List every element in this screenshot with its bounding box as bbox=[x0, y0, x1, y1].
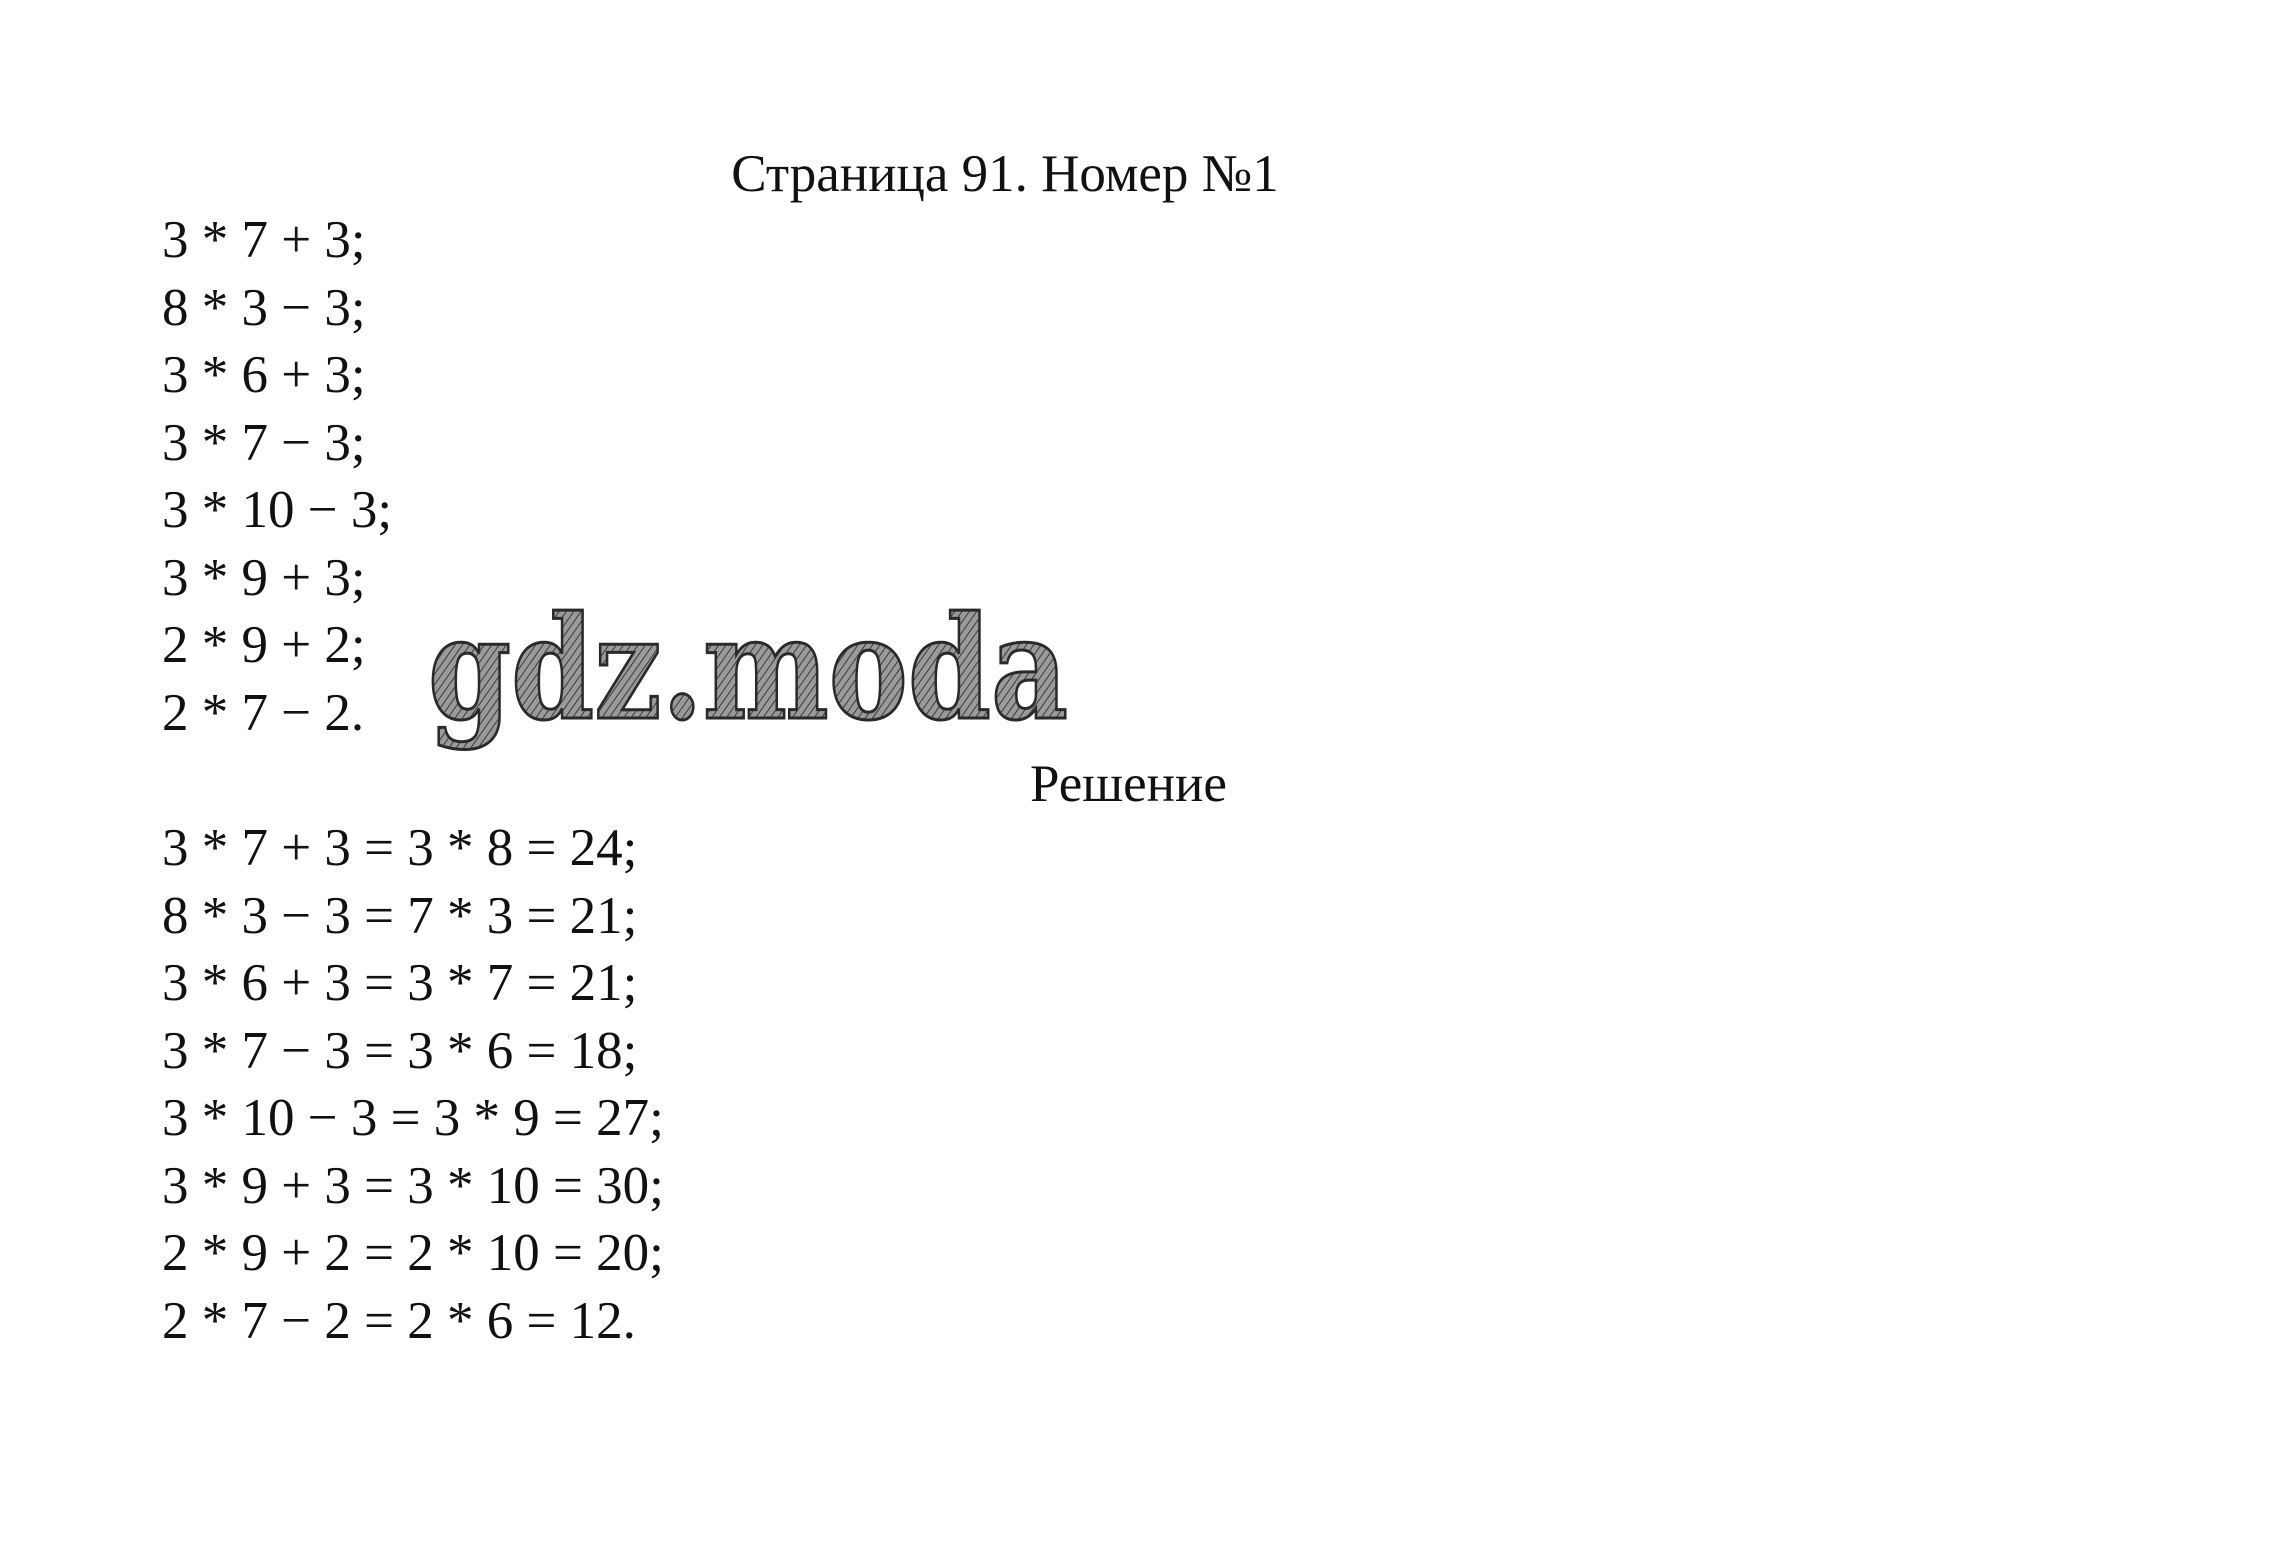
problem-line: 8 * 3 − 3; bbox=[162, 278, 366, 337]
watermark-logo bbox=[420, 586, 1080, 780]
solution-line: 3 * 10 − 3 = 3 * 9 = 27; bbox=[162, 1089, 664, 1147]
solution-line: 2 * 9 + 2 = 2 * 10 = 20; bbox=[162, 1224, 664, 1282]
problem-line: 3 * 6 + 3; bbox=[162, 346, 366, 404]
solution-line: 3 * 6 + 3 = 3 * 7 = 21; bbox=[162, 954, 638, 1012]
problem-list bbox=[162, 207, 392, 747]
problem-line: 2 * 9 + 2; bbox=[162, 616, 366, 674]
solution-line: 3 * 7 − 3 = 3 * 6 = 18; bbox=[162, 1021, 638, 1080]
page-title bbox=[0, 140, 2270, 208]
problem-line: 3 * 9 + 3; bbox=[162, 548, 366, 607]
page-title-text: Страница 91. Номер №1 bbox=[731, 145, 1279, 203]
problem-line: 3 * 7 − 3; bbox=[162, 413, 366, 472]
solution-heading: Решение bbox=[1030, 755, 1227, 813]
problem-line: 2 * 7 − 2. bbox=[162, 683, 365, 742]
solution-list bbox=[162, 815, 664, 1355]
problem-line: 3 * 10 − 3; bbox=[162, 481, 393, 539]
watermark-text: gdz.moda bbox=[428, 586, 1068, 752]
problem-line: 3 * 7 + 3; bbox=[162, 211, 366, 269]
solution-line: 2 * 7 − 2 = 2 * 6 = 12. bbox=[162, 1291, 636, 1350]
solution-line: 3 * 9 + 3 = 3 * 10 = 30; bbox=[162, 1156, 664, 1215]
solution-line: 3 * 7 + 3 = 3 * 8 = 24; bbox=[162, 819, 638, 877]
solution-line: 8 * 3 − 3 = 7 * 3 = 21; bbox=[162, 886, 638, 945]
